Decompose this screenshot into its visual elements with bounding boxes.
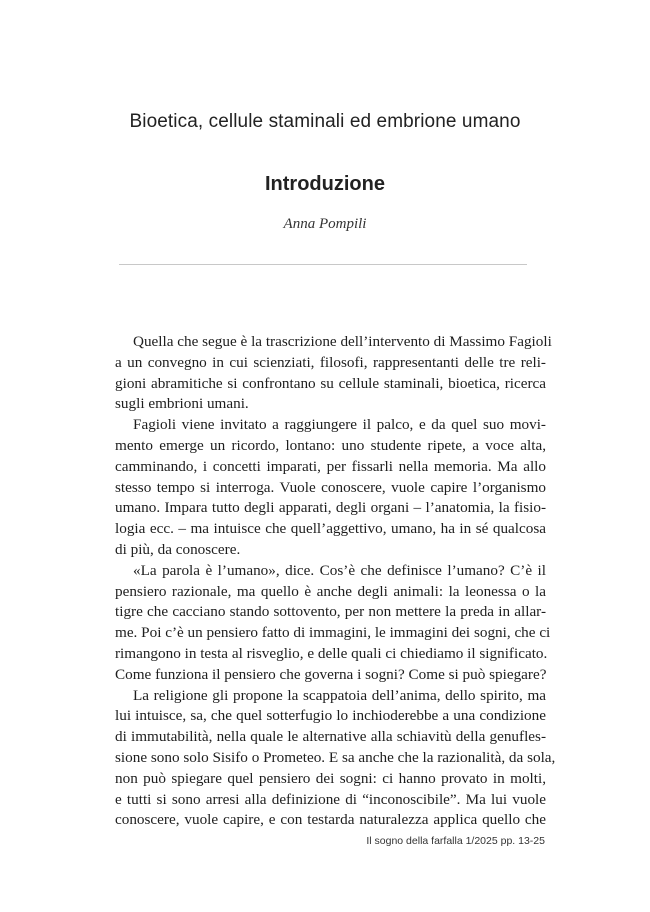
text-line: La religione gli propone la scappatoia dell’anima, dello spirito, ma [133,686,546,704]
body-text [115,332,556,831]
section-title: Introduzione [265,173,385,195]
text-line: e tutti si sono arresi alla definizione di “inconoscibile”. Ma lui vuole [115,790,546,808]
text-line: di immutabilità, nella quale le alternative alla schiavitù della genufles- [115,728,546,746]
text-line: stesso tempo si interroga. Vuole conoscere, vuole capire l’organismo [115,478,546,496]
text-line: conoscere, vuole capire, e con testarda naturalezza applica quello che [115,811,546,829]
text-line: a un convegno in cui scienziati, filosofi, rappresentanti delle tre reli- [115,353,546,371]
text-line: Quella che segue è la trascrizione dell’intervento di Massimo Fagioli [133,333,552,350]
text-line: Fagioli viene invitato a raggiungere il palco, e da quel suo movi- [133,416,546,434]
horizontal-divider [119,264,527,265]
text-line: di più, da conoscere. [115,540,241,558]
author-name: Anna Pompili [283,216,367,232]
text-line: sione sono solo Sisifo o Prometeo. E sa anche che la razionalità, da sola, [115,748,556,766]
text-line: logia ecc. – ma intuisce che quell’aggettivo, umano, ha in sé qualcosa [115,520,546,538]
text-line: rimangono in testa al risveglio, e delle quali ci chiediamo il significato. [115,644,548,662]
text-line: Come funziona il pensiero che governa i sogni? Come si può spiegare? [115,665,547,683]
text-line: camminando, i concetti imparati, per fissarli nella memoria. Ma allo [115,457,546,475]
running-title: Bioetica, cellule staminali ed embrione umano [129,111,521,132]
text-line: mento emerge un ricordo, lontano: uno studente ripete, a voce alta, [115,436,546,454]
text-line: tigre che cacciano stando sottovento, per non mettere la preda in allar- [115,603,546,621]
text-line: gioni abramitiche si confrontano su cellule staminali, bioetica, ricerca [115,374,546,392]
text-line: non può spiegare quel pensiero dei sogni: ci hanno provato in molti, [115,769,546,787]
text-line: lui intuisce, sa, che quel sotterfugio lo inchioderebbe a una condizione [115,707,546,725]
text-line: me. Poi c’è un pensiero fatto di immagini, le immagini dei sogni, che ci [115,624,551,642]
text-line: «La parola è l’umano», dice. Cos’è che definisce l’umano? C’è il [133,561,546,579]
text-line: sugli embrioni umani. [115,395,249,413]
footer-citation: Il sogno della farfalla 1/2025 pp. 13-25 [366,835,545,847]
text-line: pensiero razionale, ma quello è anche degli animali: la leonessa o la [115,582,546,600]
text-line: umano. Impara tutto degli apparati, degli organi – l’anatomia, la fisio- [115,499,546,517]
